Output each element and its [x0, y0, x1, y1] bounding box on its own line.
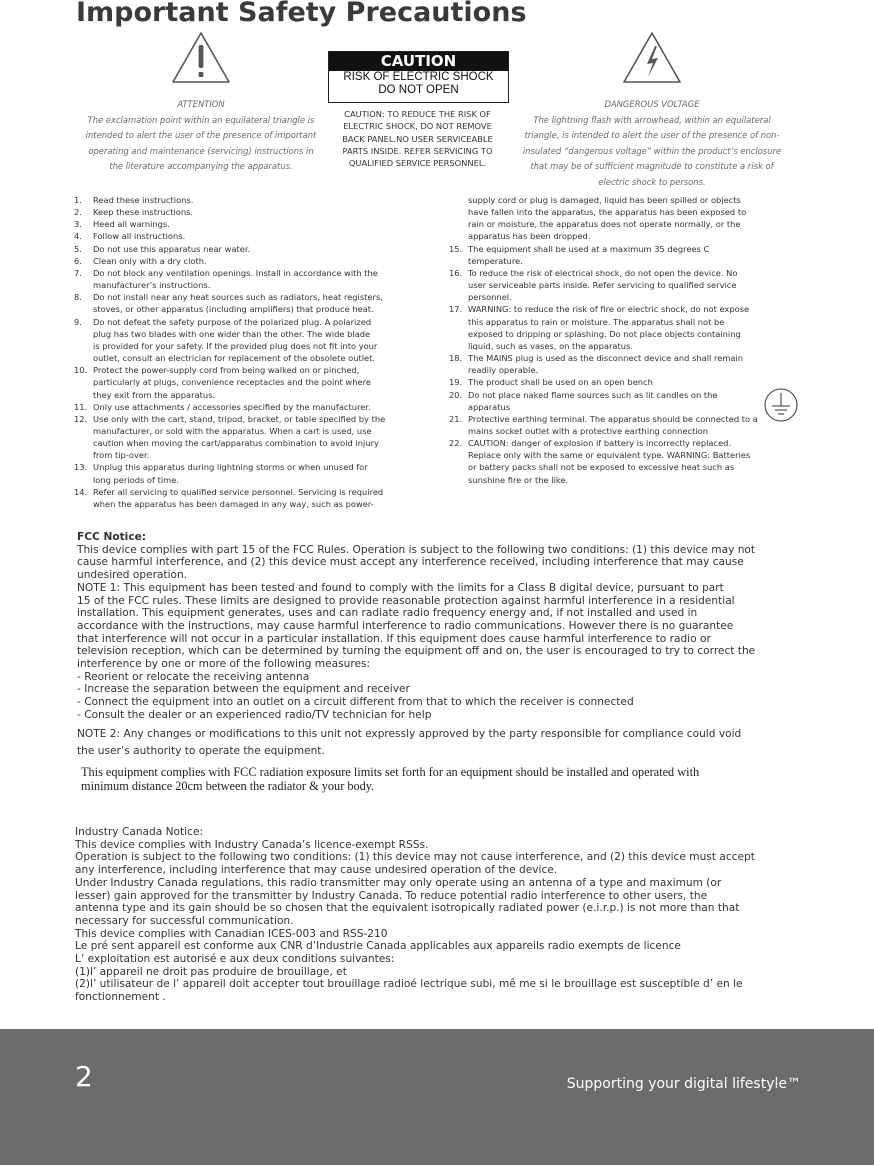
caution-label-title: CAUTION [329, 52, 508, 71]
radiation-note-line: minimum distance 20cm between the radiator & your body. [81, 778, 375, 793]
instruction-number: 5. [74, 243, 82, 254]
instruction-item [74, 255, 434, 267]
industry-canada-line: antenna type and its gain should be so chosen that the equivalent isotropically radiated power (e.i.r.p.) is not more than that [75, 902, 740, 915]
instruction-number: 11. [74, 401, 88, 412]
instruction-line: this apparatus to rain or moisture. The apparatus shall not be [468, 316, 725, 327]
instruction-number: 18. [449, 353, 463, 364]
caution-text-line: CAUTION: TO REDUCE THE RISK OF [344, 109, 491, 119]
instruction-item [449, 413, 809, 437]
instruction-line: mains socket outlet with a protective earthing connection [468, 425, 708, 436]
industry-canada-line: This device complies with Canadian ICES-003 and RSS-210 [75, 927, 388, 940]
instruction-line: manufacturer, or sold with the apparatus. When a cart is used, use [93, 425, 372, 436]
industry-canada-line: lesser) gain approved for the transmitter by Industry Canada. To reduce potential radio interference to other users, the [75, 889, 708, 902]
instruction-number: 15. [449, 243, 463, 254]
instruction-item [74, 461, 434, 485]
instruction-item [74, 364, 434, 400]
caution-label-line: DO NOT OPEN [378, 84, 459, 96]
instruction-line: outlet, consult an electrician for replacement of the obsolete outlet. [93, 353, 376, 364]
fcc-line: interference by one or more of the following measures: [77, 658, 371, 671]
instruction-line: The equipment shall be used at a maximum 35 degrees C [468, 243, 710, 254]
fcc-line: - Increase the separation between the equipment and receiver [77, 683, 410, 696]
page-title: Important Safety Precautions [76, 0, 527, 28]
industry-canada-line: (2)l’ utilisateur de l’ appareil doit accepter tout brouillage radioé lectrique subi, mê me si le brouillage est susceptible d’ en le [75, 978, 743, 991]
instruction-item [74, 316, 434, 365]
instruction-line: Protect the power-supply cord from being walked on or pinched, [93, 365, 360, 376]
attention-heading: ATTENTION [177, 99, 225, 109]
instruction-line: Unplug this apparatus during lightning storms or when unused for [93, 462, 368, 473]
instruction-item [74, 413, 434, 462]
fcc-line: accordance with the instructions, may cause harmful interference to radio communications. However there is no guarantee [77, 619, 734, 632]
fcc-line: - Reorient or relocate the receiving antenna [77, 670, 310, 683]
instruction-line: personnel. [468, 292, 512, 303]
instruction-item [74, 243, 434, 255]
danger-line: that may be of sufficient magnitude to constitute a risk of [530, 161, 774, 171]
instruction-number: 9. [74, 316, 82, 327]
instruction-number: 19. [449, 377, 463, 388]
instructions-list-left [74, 194, 434, 510]
industry-canada-line: fonctionnement . [75, 991, 166, 1004]
instruction-item [74, 230, 434, 242]
instruction-item [74, 218, 434, 230]
instruction-line: Do not use this apparatus near water. [93, 243, 251, 254]
fcc-heading: FCC Notice: [77, 531, 147, 543]
industry-canada-line: necessary for successful communication. [75, 914, 294, 927]
instruction-line: WARNING: to reduce the risk of fire or electric shock, do not expose [468, 304, 750, 315]
instruction-line: long periods of time. [93, 474, 179, 485]
fcc-line: that interference will not occur in a particular installation. If this equipment does cause harmful interference to radio or [77, 632, 711, 645]
fcc-notice [77, 531, 803, 760]
instruction-item [449, 376, 809, 388]
instruction-line: from tip-over. [93, 450, 150, 461]
instruction-number: 17. [449, 304, 463, 315]
radiation-note-line: This equipment complies with FCC radiation exposure limits set forth for an equipment should be installed and operated with [81, 765, 700, 779]
caution-text [328, 108, 507, 169]
attention-caption [70, 97, 332, 175]
instruction-number: 2. [74, 207, 82, 218]
caution-label-line: RISK OF ELECTRIC SHOCK [343, 71, 494, 83]
instruction-number: 1. [74, 195, 82, 205]
instruction-line: apparatus has been dropped. [468, 231, 591, 242]
instruction-line: rain or moisture, the apparatus does not operate normally, or the [468, 219, 741, 230]
page-number: 2 [75, 1060, 93, 1093]
fcc-line: This device complies with part 15 of the FCC Rules. Operation is subject to the following two conditions: (1) this device may not [77, 543, 756, 556]
instruction-line: CAUTION: danger of explosion if battery is incorrectly replaced. [468, 438, 732, 449]
instruction-line: they exit from the apparatus. [93, 389, 216, 400]
instruction-line: when the apparatus has been damaged in any way, such as power- [93, 498, 374, 509]
attention-line: the literature accompanying the apparatus. [109, 161, 293, 171]
industry-canada-line: (1)l’ appareil ne droit pas produire de brouillage, et [75, 965, 347, 978]
instruction-line: Heed all warnings. [93, 219, 170, 230]
instruction-number: 4. [74, 231, 82, 242]
industry-canada-line: Le pré sent appareil est conforme aux CNR d’Industrie Canada applicables aux appareils radio exempts de licence [75, 940, 681, 953]
industry-canada-line: This device complies with Industry Canada’s licence-exempt RSSs. [75, 838, 429, 851]
instruction-line: The product shall be used on an open bench [468, 377, 653, 388]
instruction-line: caution when moving the cart/apparatus combination to avoid injury [93, 438, 379, 449]
instruction-line: Protective earthing terminal. The apparatus should be connected to a [468, 413, 758, 424]
instruction-item [449, 267, 809, 303]
industry-canada-line: L’ exploitation est autorisé e aux deux conditions suivantes: [75, 953, 395, 966]
fcc-note2-line: NOTE 2: Any changes or modifications to this unit not expressly approved by the party responsible for compliance could void [77, 727, 742, 740]
attention-line: The exclamation point within an equilateral triangle is [87, 114, 315, 125]
instruction-line: is provided for your safety. If the provided plug does not fit into your [93, 340, 378, 351]
instruction-line: Read these instructions. [93, 195, 194, 205]
instruction-line: Keep these instructions. [93, 207, 194, 218]
instruction-line: temperature. [468, 255, 523, 266]
footer-tagline: Supporting your digital lifestyle™ [566, 1076, 801, 1092]
fcc-line: 15 of the FCC rules. These limits are designed to provide reasonable protection against harmful interference in a residential [77, 594, 735, 607]
instruction-line: Follow all instructions. [93, 231, 186, 242]
fcc-line: television reception, which can be determined by turning the equipment off and on, the user is encouraged to try to correct the [77, 645, 756, 658]
instruction-item [449, 352, 809, 376]
fcc-line: NOTE 1: This equipment has been tested and found to comply with the limits for a Class B digital device, pursuant to part [77, 581, 724, 594]
caution-text-line: ELECTRIC SHOCK, DO NOT REMOVE [343, 121, 492, 132]
instruction-line: exposed to dripping or splashing. Do not place objects containing [468, 328, 741, 339]
caution-label [328, 51, 509, 103]
instruction-item [449, 437, 809, 486]
instruction-number: 14. [74, 486, 88, 497]
instruction-number: 16. [449, 267, 463, 278]
instruction-number: 22. [449, 438, 463, 449]
industry-canada-line: Operation is subject to the following two conditions: (1) this device may not cause interference, and (2) this device must accept [75, 851, 755, 864]
instruction-line: or battery packs shall not be exposed to excessive heat such as [468, 462, 735, 473]
lightning-warning-icon [622, 31, 682, 84]
instruction-line: have fallen into the apparatus, the apparatus has been exposed to [468, 207, 747, 218]
instruction-line: plug has two blades with one wider than the other. The wide blade [93, 328, 371, 339]
danger-line: triangle, is intended to alert the user of the presence of non- [524, 130, 780, 140]
instruction-line: apparatus [468, 401, 511, 412]
danger-caption [508, 97, 796, 190]
instruction-line: user serviceable parts inside. Refer servicing to qualified service [468, 280, 737, 291]
instruction-line: The MAINS plug is used as the disconnect device and shall remain [468, 353, 744, 364]
instruction-number: 8. [74, 292, 82, 303]
instruction-line: sunshine fire or the like. [468, 474, 569, 485]
fcc-line: cause harmful interference, and (2) this device must accept any interference received, including interference that may cause [77, 556, 744, 569]
instruction-line: manufacturer’s instructions. [93, 280, 211, 291]
industry-canada-line: Under Industry Canada regulations, this radio transmitter may only operate using an antenna of a type and maximum (or [75, 876, 722, 889]
attention-line: intended to alert the user of the presence of important [85, 130, 317, 140]
instruction-line: To reduce the risk of electrical shock, do not open the device. No [468, 267, 738, 278]
instruction-line: Use only with the cart, stand, tripod, bracket, or table specified by the [93, 413, 386, 424]
instructions-list-right [449, 194, 809, 486]
instruction-line: readily operable. [468, 365, 539, 376]
instruction-line: stoves, or other apparatus (including amplifiers) that produce heat. [93, 304, 374, 315]
industry-canada-notice [75, 826, 803, 1004]
instruction-number: 7. [74, 267, 82, 278]
instruction-number: 21. [449, 413, 463, 424]
fcc-note2-line: the user’s authority to operate the equipment. [77, 744, 325, 757]
instruction-line: supply cord or plug is damaged, liquid has been spilled or objects [468, 195, 741, 205]
danger-line: insulated “dangerous voltage” within the product’s enclosure [522, 145, 782, 156]
radiation-exposure-note [81, 766, 801, 793]
instruction-item [74, 194, 434, 206]
instruction-line: Refer all servicing to qualified service personnel. Servicing is required [93, 486, 384, 497]
instruction-item [74, 486, 434, 510]
industry-canada-line: any interference, including interference that may cause undesired operation of the device. [75, 864, 558, 877]
instruction-item [449, 243, 809, 267]
instruction-number: 13. [74, 462, 88, 473]
fcc-line: undesired operation. [77, 569, 188, 582]
instruction-line: Do not defeat the safety purpose of the polarized plug. A polarized [93, 316, 372, 327]
exclamation-warning-icon [171, 31, 231, 84]
instruction-item [74, 206, 434, 218]
footer-bar [0, 1029, 874, 1165]
instruction-item [74, 291, 434, 315]
instruction-line: Only use attachments / accessories specified by the manufacturer. [93, 401, 371, 412]
instruction-item [74, 401, 434, 413]
instruction-item [449, 303, 809, 352]
instruction-line: Replace only with the same or equivalent type. WARNING: Batteries [468, 450, 751, 461]
instruction-line: liquid, such as vases, on the apparatus. [468, 340, 633, 351]
fcc-line: installation. This equipment generates, uses and can radiate radio frequency energy and, if not installed and used in [77, 607, 698, 620]
instruction-line: Do not block any ventilation openings. Install in accordance with the [93, 267, 378, 278]
instruction-number: 10. [74, 365, 88, 376]
earth-ground-icon [763, 387, 799, 423]
danger-line: The lightning flash with arrowhead, within an equilateral [533, 114, 771, 125]
instruction-number: 12. [74, 413, 88, 424]
instruction-number: 3. [74, 219, 82, 230]
fcc-line: - Connect the equipment into an outlet on a circuit different from that to which the receiver is connected [77, 696, 634, 709]
attention-line: operating and maintenance (servicing) instructions in [88, 145, 314, 156]
industry-canada-heading: Industry Canada Notice: [75, 826, 204, 838]
instruction-line: particularly at plugs, convenience receptacles and the point where [93, 377, 371, 388]
caution-text-line: PARTS INSIDE. REFER SERVICING TO [342, 145, 493, 156]
instruction-item [74, 267, 434, 291]
caution-text-line: QUALIFIED SERVICE PERSONNEL. [348, 158, 487, 169]
danger-heading: DANGEROUS VOLTAGE [604, 99, 700, 109]
instruction-line: Clean only with a dry cloth. [93, 255, 207, 266]
instruction-number: 6. [74, 255, 82, 266]
instruction-item [449, 194, 809, 243]
instruction-line: Do not place naked flame sources such as lit candles on the [468, 389, 718, 400]
instruction-line: Do not install near any heat sources such as radiators, heat registers, [93, 292, 383, 303]
instruction-number: 20. [449, 389, 463, 400]
caution-text-line: BACK PANEL.NO USER SERVICEABLE [342, 133, 493, 144]
danger-line: electric shock to persons. [598, 176, 706, 187]
fcc-line: - Consult the dealer or an experienced radio/TV technician for help [77, 708, 432, 721]
instruction-item [449, 389, 809, 413]
